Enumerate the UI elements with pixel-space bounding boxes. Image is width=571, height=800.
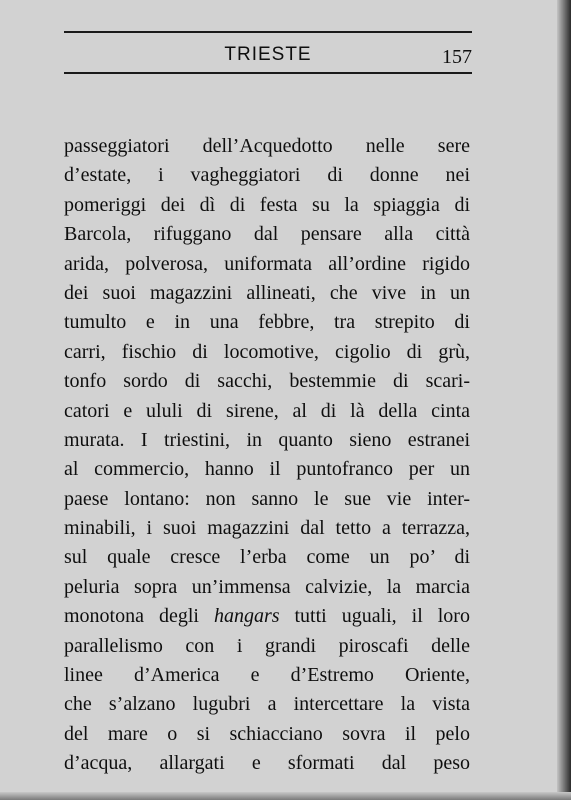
text-line: paese lontano: non sanno le sue vie inter- (64, 487, 470, 510)
text-line: d’estate, i vagheggiatori di donne nei (64, 164, 470, 187)
text-word: loro (437, 605, 470, 628)
text-line: dei suoi magazzini allineati, che vive in un (64, 281, 470, 304)
text-line: pomeriggi dei dì di festa su la spiaggia di (64, 193, 470, 216)
text-line: al commercio, hanno il puntofranco per un (64, 458, 470, 481)
text-word: uguali, (341, 605, 397, 628)
text-line: d’acqua, allargati e sformati dal peso (64, 752, 470, 775)
text-line: che s’alzano lugubri a intercettare la vista (64, 693, 470, 716)
text-line: carri, fischio di locomotive, cigolio di grù, (64, 340, 470, 363)
text-line: tonfo sordo di sacchi, bestemmie di scari- (64, 370, 470, 393)
running-title: TRIESTE (224, 44, 312, 65)
text-line: arida, polverosa, uniformata all’ordine rigido (64, 252, 470, 275)
page-bottom-shadow (0, 792, 571, 800)
text-word: degli (158, 605, 199, 628)
text-word: monotona (64, 605, 144, 628)
text-line: murata. I triestini, in quanto sieno estranei (64, 428, 470, 451)
header-bottom-rule (64, 72, 472, 74)
italic-word: hangars (213, 605, 280, 628)
page-edge-shadow (557, 0, 571, 800)
text-line-hangars (64, 602, 470, 631)
text-line: tumulto e in una febbre, tra strepito di (64, 311, 470, 334)
text-word: il (411, 605, 423, 628)
text-line: catori e ululi di sirene, al di là della cinta (64, 399, 470, 422)
text-line: linee d’America e d’Estremo Oriente, (64, 664, 470, 687)
text-line: minabili, i suoi magazzini dal tetto a terrazza, (64, 517, 470, 540)
text-line: Barcola, rifuggano dal pensare alla città (64, 223, 470, 246)
text-line: sul quale cresce l’erba come un po’ di (64, 546, 470, 569)
text-line: parallelismo con i grandi piroscafi delle (64, 634, 470, 657)
body-text (64, 132, 470, 779)
page-number: 157 (442, 46, 472, 68)
running-header (64, 41, 472, 69)
text-line: passeggiatori dell’Acquedotto nelle sere (64, 135, 470, 157)
text-word: tutti (294, 605, 327, 628)
text-line: peluria sopra un’immensa calvizie, la marcia (64, 575, 470, 598)
text-line: del mare o si schiacciano sovra il pelo (64, 722, 470, 745)
header-top-rule (64, 31, 472, 33)
